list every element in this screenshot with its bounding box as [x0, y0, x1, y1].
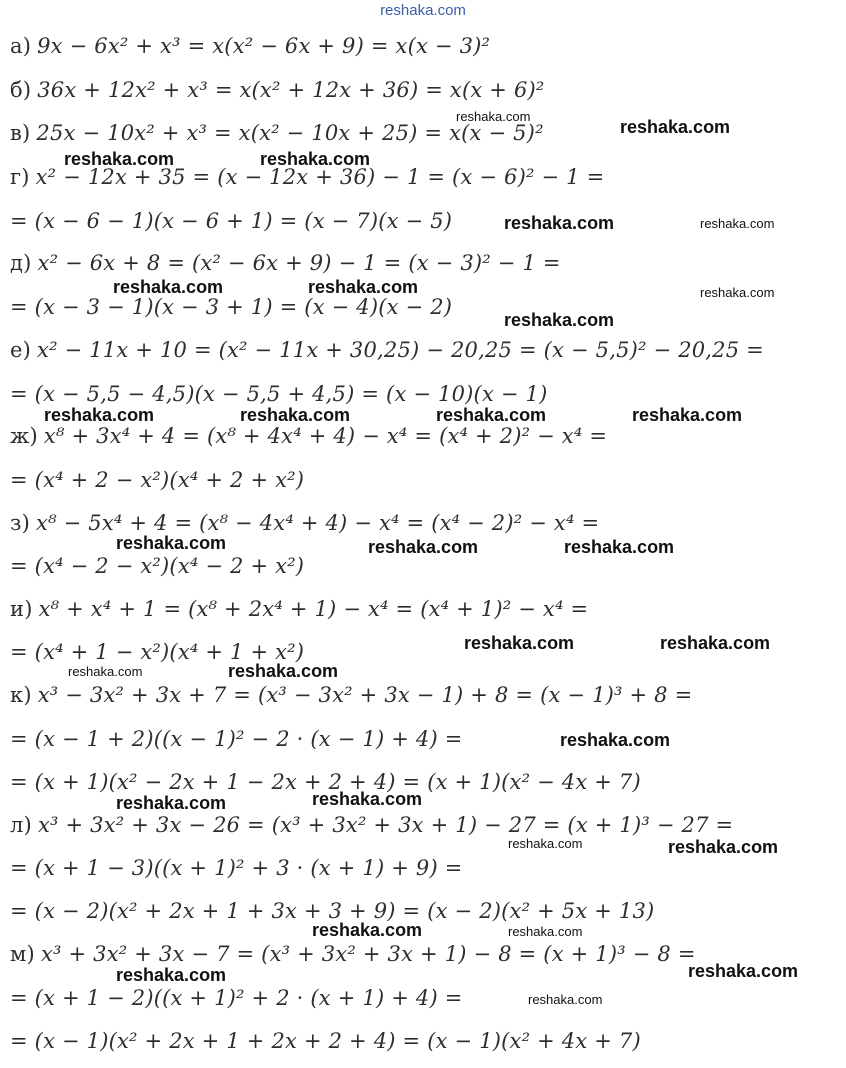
- watermark: reshaka.com: [632, 405, 743, 425]
- line-expression: = (x − 1 + 2)((x − 1)² − 2 · (x − 1) + 4) =: [10, 727, 463, 751]
- line-expression: x³ − 3x² + 3x + 7 = (x³ − 3x² + 3x − 1) + 8 = (x − 1)³ + 8 =: [37, 683, 693, 707]
- line-label: к): [10, 683, 32, 707]
- line-expression: x⁸ + 3x⁴ + 4 = (x⁸ + 4x⁴ + 4) − x⁴ = (x⁴ + 2)² − x⁴ =: [43, 424, 608, 448]
- line-m-cont1: [10, 984, 463, 1012]
- line-label: ж): [10, 424, 38, 448]
- line-label: а): [10, 34, 32, 58]
- watermark: reshaka.com: [113, 277, 224, 297]
- watermark: reshaka.com: [564, 537, 675, 557]
- line-expression: = (x − 1)(x² + 2x + 1 + 2x + 2 + 4) = (x − 1)(x² + 4x + 7): [10, 1029, 641, 1053]
- watermark: reshaka.com: [44, 405, 155, 425]
- line-label: г): [10, 165, 30, 189]
- line-label: и): [10, 597, 33, 621]
- line-b: [10, 76, 545, 104]
- watermark: reshaka.com: [68, 664, 143, 679]
- line-expression: 25x − 10x² + x³ = x(x² − 10x + 25) = x(x − 5)²: [36, 121, 544, 145]
- line-expression: = (x⁴ − 2 − x²)(x⁴ − 2 + x²): [10, 554, 305, 578]
- watermark: reshaka.com: [436, 405, 547, 425]
- line-expression: = (x − 3 − 1)(x − 3 + 1) = (x − 4)(x − 2): [10, 295, 453, 319]
- line-expression: = (x + 1 − 2)((x + 1)² + 2 · (x + 1) + 4) =: [10, 986, 463, 1010]
- watermark: reshaka.com: [700, 285, 775, 300]
- line-expression: = (x⁴ + 2 − x²)(x⁴ + 2 + x²): [10, 468, 305, 492]
- site-link[interactable]: reshaka.com: [380, 2, 466, 19]
- line-a: [10, 32, 490, 60]
- watermark: reshaka.com: [116, 533, 227, 553]
- watermark: reshaka.com: [700, 216, 775, 231]
- watermark: reshaka.com: [464, 633, 575, 653]
- watermark: reshaka.com: [368, 537, 479, 557]
- line-d: [10, 249, 561, 277]
- watermark: reshaka.com: [312, 789, 423, 809]
- watermark: reshaka.com: [116, 965, 227, 985]
- watermark: reshaka.com: [260, 149, 371, 169]
- line-expression: 36x + 12x² + x³ = x(x² + 12x + 36) = x(x + 6)²: [37, 78, 545, 102]
- line-e: [10, 336, 764, 364]
- watermark: reshaka.com: [240, 405, 351, 425]
- line-label: л): [10, 813, 32, 837]
- line-expression: = (x − 6 − 1)(x − 6 + 1) = (x − 7)(x − 5): [10, 209, 453, 233]
- line-i: [10, 595, 588, 623]
- watermark: reshaka.com: [116, 793, 227, 813]
- watermark: reshaka.com: [504, 213, 615, 233]
- line-expression: = (x + 1)(x² − 2x + 1 − 2x + 2 + 4) = (x + 1)(x² − 4x + 7): [10, 770, 641, 794]
- watermark: reshaka.com: [308, 277, 419, 297]
- line-label: м): [10, 942, 35, 966]
- watermark: reshaka.com: [456, 109, 531, 124]
- line-expression: x⁸ − 5x⁴ + 4 = (x⁸ − 4x⁴ + 4) − x⁴ = (x⁴ − 2)² − x⁴ =: [36, 511, 600, 535]
- watermark: reshaka.com: [64, 149, 175, 169]
- line-label: в): [10, 121, 31, 145]
- line-expression: = (x − 2)(x² + 2x + 1 + 3x + 3 + 9) = (x − 2)(x² + 5x + 13): [10, 899, 655, 923]
- line-z-cont: [10, 552, 304, 580]
- watermark: reshaka.com: [660, 633, 771, 653]
- line-m-cont2: [10, 1027, 641, 1055]
- line-expression: = (x − 5,5 − 4,5)(x − 5,5 + 4,5) = (x − 10)(x − 1): [10, 382, 548, 406]
- watermark: reshaka.com: [504, 310, 615, 330]
- watermark: reshaka.com: [528, 992, 603, 1007]
- line-zh-cont: [10, 466, 304, 494]
- line-k-cont1: [10, 725, 463, 753]
- line-l-cont1: [10, 854, 463, 882]
- watermark: reshaka.com: [508, 924, 583, 939]
- watermark: reshaka.com: [620, 117, 731, 137]
- line-zh: [10, 422, 607, 450]
- line-expression: x² − 12x + 35 = (x − 12x + 36) − 1 = (x − 6)² − 1 =: [35, 165, 605, 189]
- line-l: [10, 811, 733, 839]
- watermark: reshaka.com: [668, 837, 779, 857]
- line-expression: x² − 6x + 8 = (x² − 6x + 9) − 1 = (x − 3)² − 1 =: [37, 251, 561, 275]
- line-expression: = (x⁴ + 1 − x²)(x⁴ + 1 + x²): [10, 640, 305, 664]
- watermark: reshaka.com: [312, 920, 423, 940]
- watermark: reshaka.com: [688, 961, 799, 981]
- watermark: reshaka.com: [560, 730, 671, 750]
- line-e-cont: [10, 380, 547, 408]
- line-g-cont: [10, 207, 452, 235]
- line-expression: x² − 11x + 10 = (x² − 11x + 30,25) − 20,25 = (x − 5,5)² − 20,25 =: [37, 338, 764, 362]
- line-k: [10, 681, 692, 709]
- watermark: reshaka.com: [508, 836, 583, 851]
- line-label: д): [10, 251, 32, 275]
- line-z: [10, 509, 599, 537]
- line-label: з): [10, 511, 31, 535]
- line-expression: x³ + 3x² + 3x − 7 = (x³ + 3x² + 3x + 1) − 8 = (x + 1)³ − 8 =: [40, 942, 696, 966]
- line-expression: x³ + 3x² + 3x − 26 = (x³ + 3x² + 3x + 1) − 27 = (x + 1)³ − 27 =: [37, 813, 734, 837]
- line-label: е): [10, 338, 32, 362]
- watermark: reshaka.com: [228, 661, 339, 681]
- line-label: б): [10, 78, 32, 102]
- line-expression: 9x − 6x² + x³ = x(x² − 6x + 9) = x(x − 3)²: [37, 34, 491, 58]
- line-expression: x⁸ + x⁴ + 1 = (x⁸ + 2x⁴ + 1) − x⁴ = (x⁴ + 1)² − x⁴ =: [38, 597, 589, 621]
- line-expression: = (x + 1 − 3)((x + 1)² + 3 · (x + 1) + 9) =: [10, 856, 463, 880]
- line-m: [10, 940, 696, 968]
